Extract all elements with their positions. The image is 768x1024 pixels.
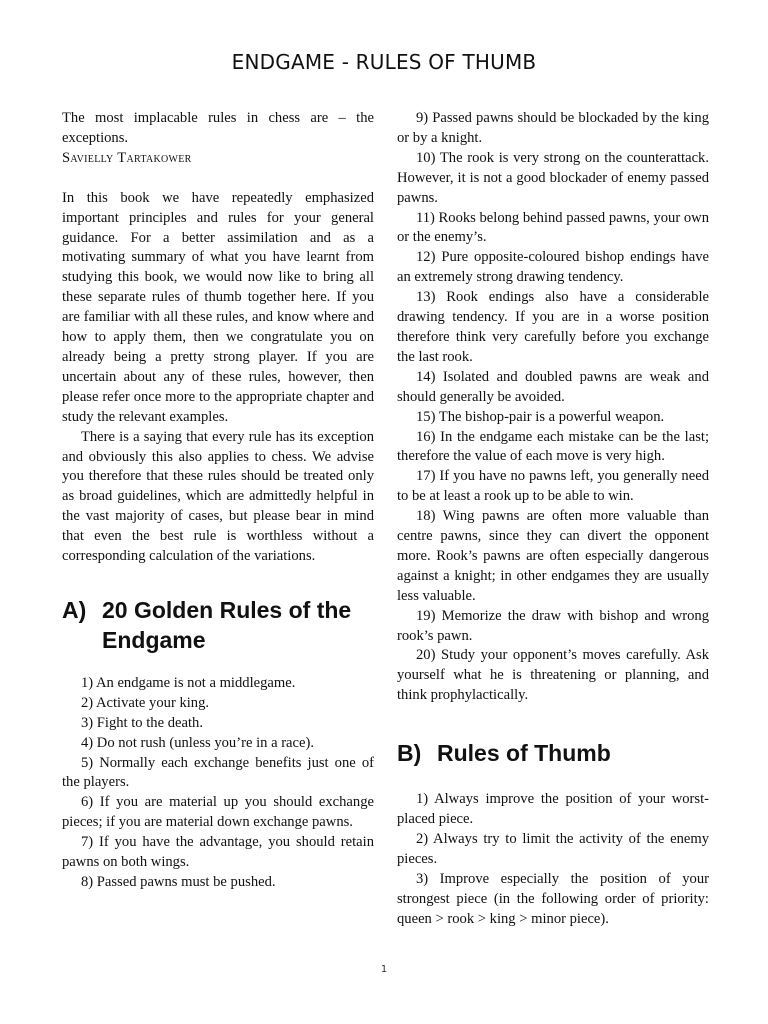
right-column [397, 109, 709, 930]
golden-rule-9: 9) Passed pawns should be blockaded by the king or by a knight. [397, 110, 709, 146]
golden-rule-14: 14) Isolated and doubled pawns are weak and should generally be avoided. [397, 368, 709, 405]
thumb-rule-3: 3) Improve especially the position of your strongest piece (in the following order of priority: queen > rook > king > minor piece). [397, 870, 709, 927]
spacer [62, 169, 374, 189]
intro-paragraph-1: In this book we have repeatedly emphasized important principles and rules for your general guidance. For a better assimilation and as a motivating summary of what you have learnt from studying this book, we would now like to bring all these separate rules of thumb together here. If you are familiar with all these rules, and know where and how to apply them, then we congratulate you on already being a pretty strong player. If you are uncertain about any of these rules, however, then please refer once more to the appropriate chapter and study the relevant examples. [62, 189, 374, 425]
page-number: 1 [380, 964, 388, 975]
epigraph-author: Savielly Tartakower [62, 149, 192, 166]
section-a-title-line2: Endgame [102, 626, 206, 653]
golden-rule-15: 15) The bishop-pair is a powerful weapon. [415, 408, 665, 425]
golden-rule-8: 8) Passed pawns must be pushed. [80, 874, 276, 890]
golden-rule-17: 17) If you have no pawns left, you generally need to be at least a rook up to be able to win. [397, 468, 709, 505]
golden-rule-19: 19) Memorize the draw with bishop and wrong rook’s pawn. [397, 607, 709, 644]
section-a-title-line1: 20 Golden Rules of the [102, 596, 352, 623]
page-title: ENDGAME - RULES OF THUMB [231, 50, 537, 74]
golden-rule-10: 10) The rook is very strong on the counterattack. However, it is not a good blockader of enemy passed pawns. [397, 149, 709, 206]
section-b-title: Rules of Thumb [437, 740, 611, 767]
golden-rule-7: 7) If you have the advantage, you should retain pawns on both wings. [62, 834, 374, 871]
golden-rule-13: 13) Rook endings also have a considerable drawing tendency. If you are in a worse position therefore think very carefully before you exchange the last rook. [397, 289, 709, 365]
golden-rule-12: 12) Pure opposite-coloured bishop endings have an extremely strong drawing tendency. [397, 249, 709, 286]
section-b-letter: B) [397, 740, 422, 767]
epigraph-quote: The most implacable rules in chess are – the exceptions. [62, 110, 374, 146]
golden-rule-3: 3) Fight to the death. [80, 714, 203, 731]
intro-paragraph-2: There is a saying that every rule has its exception and obviously this also applies to chess. We advise you therefore that these rules should be treated only as broad guidelines, which are admittedly helpful in the vast majority of cases, but please bear in mind that even the best rule is worthless without a corresponding calculation of the variations. [62, 428, 374, 565]
section-a-heading [62, 595, 374, 655]
left-column [62, 109, 374, 893]
golden-rule-20: 20) Study your opponent’s moves carefully. Ask yourself what he is threatening or planning, and think prophylactically. [397, 647, 709, 704]
golden-rule-16: 16) In the endgame each mistake can be the last; therefore the value of each move is very high. [397, 428, 709, 465]
section-b-heading [397, 738, 709, 768]
golden-rule-1: 1) An endgame is not a middlegame. [80, 674, 296, 691]
section-a-letter: A) [62, 596, 87, 623]
thumb-rule-1: 1) Always improve the position of your worst-placed piece. [397, 791, 709, 828]
golden-rule-11: 11) Rooks belong behind passed pawns, your own or the enemy’s. [397, 209, 709, 246]
golden-rule-4: 4) Do not rush (unless you’re in a race). [80, 734, 314, 751]
golden-rule-6: 6) If you are material up you should exchange pieces; if you are material down exchange pawns. [62, 794, 374, 831]
thumb-rule-2: 2) Always try to limit the activity of the enemy pieces. [397, 831, 709, 867]
golden-rule-18: 18) Wing pawns are often more valuable than centre pawns, since they can divert the opponent more. Rook’s pawns are often especially dangerous against a knight; in other endgames they are usually less valuable. [397, 508, 709, 604]
golden-rule-2: 2) Activate your king. [80, 694, 210, 711]
golden-rule-5: 5) Normally each exchange benefits just one of the players. [62, 754, 374, 791]
